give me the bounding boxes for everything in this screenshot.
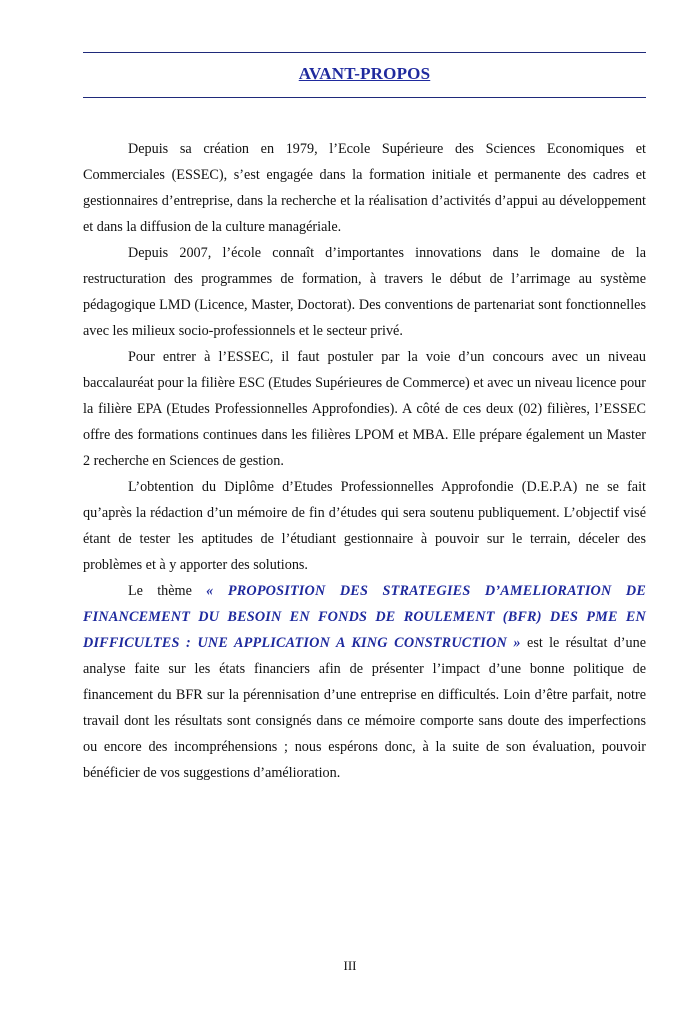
paragraph-theme — [83, 578, 646, 786]
thesis-theme-title: « PROPOSITION DES STRATEGIES D’AMELIORATION DE FINANCEMENT DU BESOIN EN FONDS DE ROULEMENT (BFR) DES PME EN DIFFICULTES : UNE APPLICATION A KING CONSTRUCTION » — [83, 583, 646, 651]
document-body — [83, 136, 646, 786]
paragraph-innovations: Depuis 2007, l’école connaît d’importantes innovations dans le domaine de la restructuration des programmes de formation, à travers le début de l’arrimage au système pédagogique LMD (Licence, Master, Doctorat). Des conventions de partenariat sont fonctionnelles avec les milieux socio-professionnels et le secteur privé. — [83, 245, 646, 339]
header-top-rule — [83, 52, 646, 53]
paragraph-admission: Pour entrer à l’ESSEC, il faut postuler par la voie d’un concours avec un niveau baccalauréat pour la filière ESC (Etudes Supérieures de Commerce) et avec un niveau licence pour la filière EPA (Etudes Professionnelles Approfondies). A côté de ces deux (02) filières, l’ESSEC offre des formations continues dans les filières LPOM et MBA. Elle prépare également un Master 2 recherche en Sciences de gestion. — [83, 349, 646, 469]
header-bottom-rule — [83, 97, 646, 98]
page-number: III — [343, 958, 357, 973]
paragraph-history: Depuis sa création en 1979, l’Ecole Supérieure des Sciences Economiques et Commerciales (ESSEC), s’est engagée dans la formation initiale et permanente des cadres et gestionnaires d’entreprise, dans la recherche et la réalisation d’activités d’appui au développement et dans la diffusion de la culture managériale. — [83, 141, 646, 235]
page-title: AVANT-PROPOS — [298, 64, 431, 83]
paragraph-depa: L’obtention du Diplôme d’Etudes Professionnelles Approfondie (D.E.P.A) ne se fait qu’après la rédaction d’un mémoire de fin d’études qui sera soutenu publiquement. L’objectif visé étant de tester les aptitudes de l’étudiant gestionnaire à pouvoir sur le terrain, déceler des problèmes et à y apporter des solutions. — [83, 479, 646, 573]
theme-rest-text: est le résultat d’une analyse faite sur les états financiers afin de présenter l’impact d’une bonne politique de financement du BFR sur la pérennisation d’une entreprise en difficultés. Loin d’être parfait, notre travail dont les résultats sont consignés dans ce mémoire comporte sans doute des imperfections ou encore des incompréhensions ; nous espérons donc, à la suite de son évaluation, pouvoir bénéficier de vos suggestions d’amélioration. — [83, 635, 647, 781]
theme-lead-text: Le thème — [128, 583, 207, 599]
